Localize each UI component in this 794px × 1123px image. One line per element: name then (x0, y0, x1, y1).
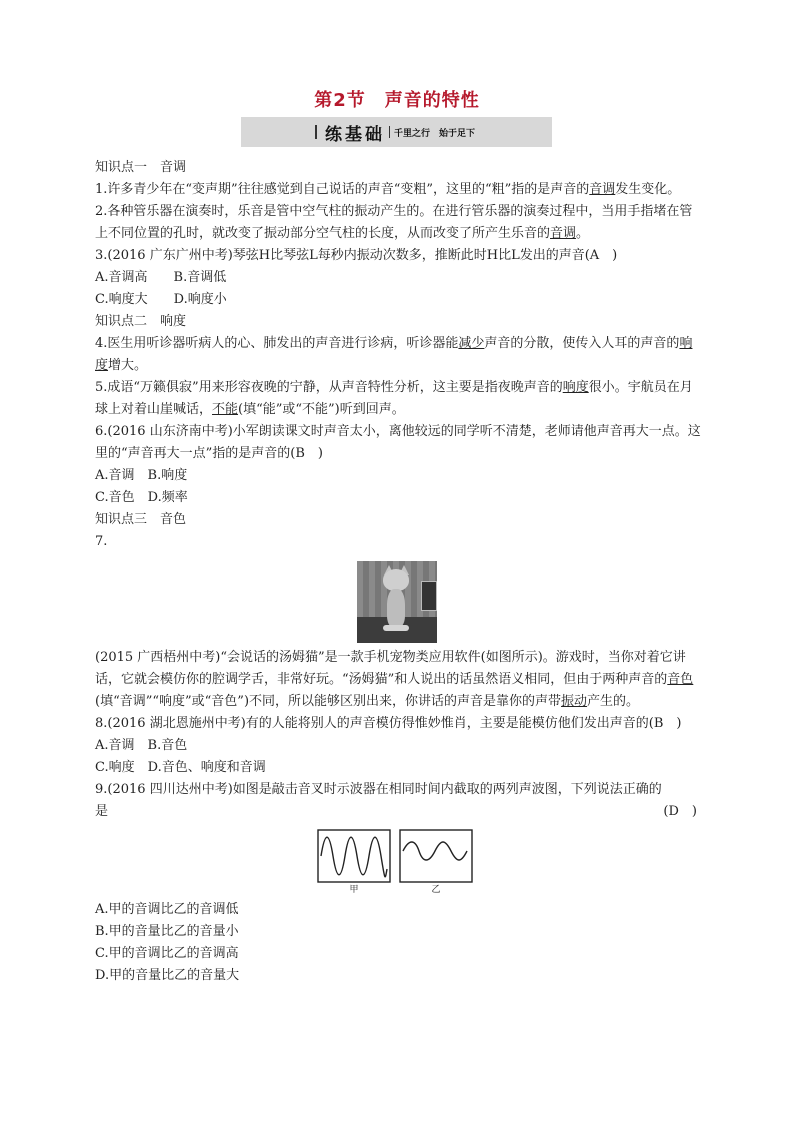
question-1 (95, 179, 705, 201)
waveform-b-graph (399, 829, 473, 883)
talking-tom-cat-image (357, 561, 437, 643)
question-9-stem: 9.(2016 四川达州中考)如图是敲击音叉时示波器在相同时间内截取的两列声波图，下列说法正确的 (95, 782, 662, 797)
waveform-a-frame (318, 830, 390, 882)
waveform-b-frame (400, 830, 472, 882)
q4-answer-1: 减少 (458, 336, 485, 351)
question-6-options-cd: C.音色 D.频率 (95, 490, 188, 505)
q7-text-end: 产生的。 (587, 694, 640, 709)
question-9-option-d: D.甲的音量比乙的音量大 (95, 968, 240, 983)
question-8-stem: 8.(2016 湖北恩施州中考)有的人能将别人的声音模仿得惟妙惟肖，主要是能模仿他们发出声音的(B ) (95, 716, 682, 731)
question-3-stem: 3.(2016 广东广州中考)琴弦H比琴弦L每秒内振动次数多，推断此时H比L发出的声音(A ) (95, 248, 618, 263)
banner-divider-small (389, 126, 390, 138)
cat-head (383, 569, 409, 591)
waveform-panel-b (399, 829, 473, 897)
cat-body (387, 589, 405, 627)
q4-answer-2: 响度 (95, 336, 693, 373)
q5-text: 5.成语“万籁俱寂”用来形容夜晚的宁静，从声音特性分析，这主要是指夜晚声音的 (95, 380, 563, 395)
q5-answer-2: 不能 (212, 402, 239, 417)
waveform-panel-a (317, 829, 391, 897)
image-shelf (421, 581, 437, 611)
q2-text-end: 。 (576, 226, 590, 241)
question-8-options-ab: A.音调 B.音色 (95, 738, 188, 753)
q7-answer-2: 振动 (561, 694, 588, 709)
question-2 (95, 201, 705, 245)
q7-answer-1: 音色 (667, 672, 694, 687)
questions-body (95, 157, 705, 987)
cat-feet (383, 625, 409, 631)
section-heading-loudness: 知识点二 响度 (95, 314, 187, 329)
q9-stem-tail: 是 (95, 804, 109, 819)
section-heading-timbre: 知识点三 音色 (95, 512, 187, 527)
q1-text-end: 发生变化。 (615, 182, 681, 197)
question-9-option-c: C.甲的音调比乙的音调高 (95, 946, 239, 961)
waveform-b-label: 乙 (431, 885, 441, 895)
question-6-stem: 6.(2016 山东济南中考)小军朗读课文时声音太小，离他较远的同学听不清楚，老师请他声音再大一点。这里的“声音再大一点”指的是声音的(B ) (95, 424, 701, 461)
q1-text: 1.许多青少年在“变声期”往往感觉到自己说话的声音“变粗”，这里的“粗”指的是声音的 (95, 182, 590, 197)
q4-text-end: 增大。 (108, 358, 148, 373)
q7-text-mid: (填“音调”“响度”或“音色”)不同，所以能够区别出来，你讲话的声音是靠你的声带 (95, 694, 562, 709)
waveform-figure (317, 829, 705, 897)
question-3-options-cd: C.响度大 D.响度小 (95, 292, 227, 307)
q4-text: 4.医生用听诊器听病人的心、肺发出的声音进行诊病，听诊器能 (95, 336, 459, 351)
q5-answer-1: 响度 (562, 380, 589, 395)
page-title: 第2节 声音的特性 (314, 90, 480, 111)
banner-divider (315, 125, 317, 139)
section-banner (241, 117, 552, 147)
banner-sub-text: 千里之行 始于足下 (394, 128, 476, 139)
question-5 (95, 377, 705, 421)
banner-main-text: 练基础 (325, 124, 385, 145)
question-4 (95, 333, 705, 377)
q4-text-mid: 声音的分散，使传入人耳的声音的 (484, 336, 680, 351)
question-7 (95, 647, 705, 713)
q9-answer: (D ) (663, 804, 697, 819)
q7-text: (2015 广西梧州中考)“会说话的汤姆猫”是一款手机宠物类应用软件(如图所示)。游戏时，当你对着它讲话，它就会模仿你的腔调学舌，非常好玩。“汤姆猫”和人说出的话虽然语义相同，但由于两种声音的 (95, 650, 686, 687)
q2-answer: 音调 (550, 226, 577, 241)
waveform-a-graph (317, 829, 391, 883)
question-6-options-ab: A.音调 B.响度 (95, 468, 188, 483)
question-7-number: 7. (95, 534, 108, 549)
q5-text-mid: 很小。宇航员在月球上对着山崖喊话， (95, 380, 693, 417)
section-heading-pitch: 知识点一 音调 (95, 160, 187, 175)
q2-text: 2.各种管乐器在演奏时，乐音是管中空气柱的振动产生的。在进行管乐器的演奏过程中，当用手指堵在管上不同位置的孔时，就改变了振动部分空气柱的长度，从而改变了所产生乐音的 (95, 204, 693, 241)
question-3-options-ab: A.音调高 B.音调低 (95, 270, 227, 285)
q1-answer: 音调 (589, 182, 616, 197)
q5-text-end: (填“能”或“不能”)听到回声。 (238, 402, 405, 417)
question-9-stem-end (95, 801, 705, 823)
question-9-option-b: B.甲的音量比乙的音量小 (95, 924, 239, 939)
question-9-option-a: A.甲的音调比乙的音调低 (95, 902, 239, 917)
question-8-options-cd: C.响度 D.音色、响度和音调 (95, 760, 266, 775)
waveform-a-label: 甲 (349, 885, 359, 895)
